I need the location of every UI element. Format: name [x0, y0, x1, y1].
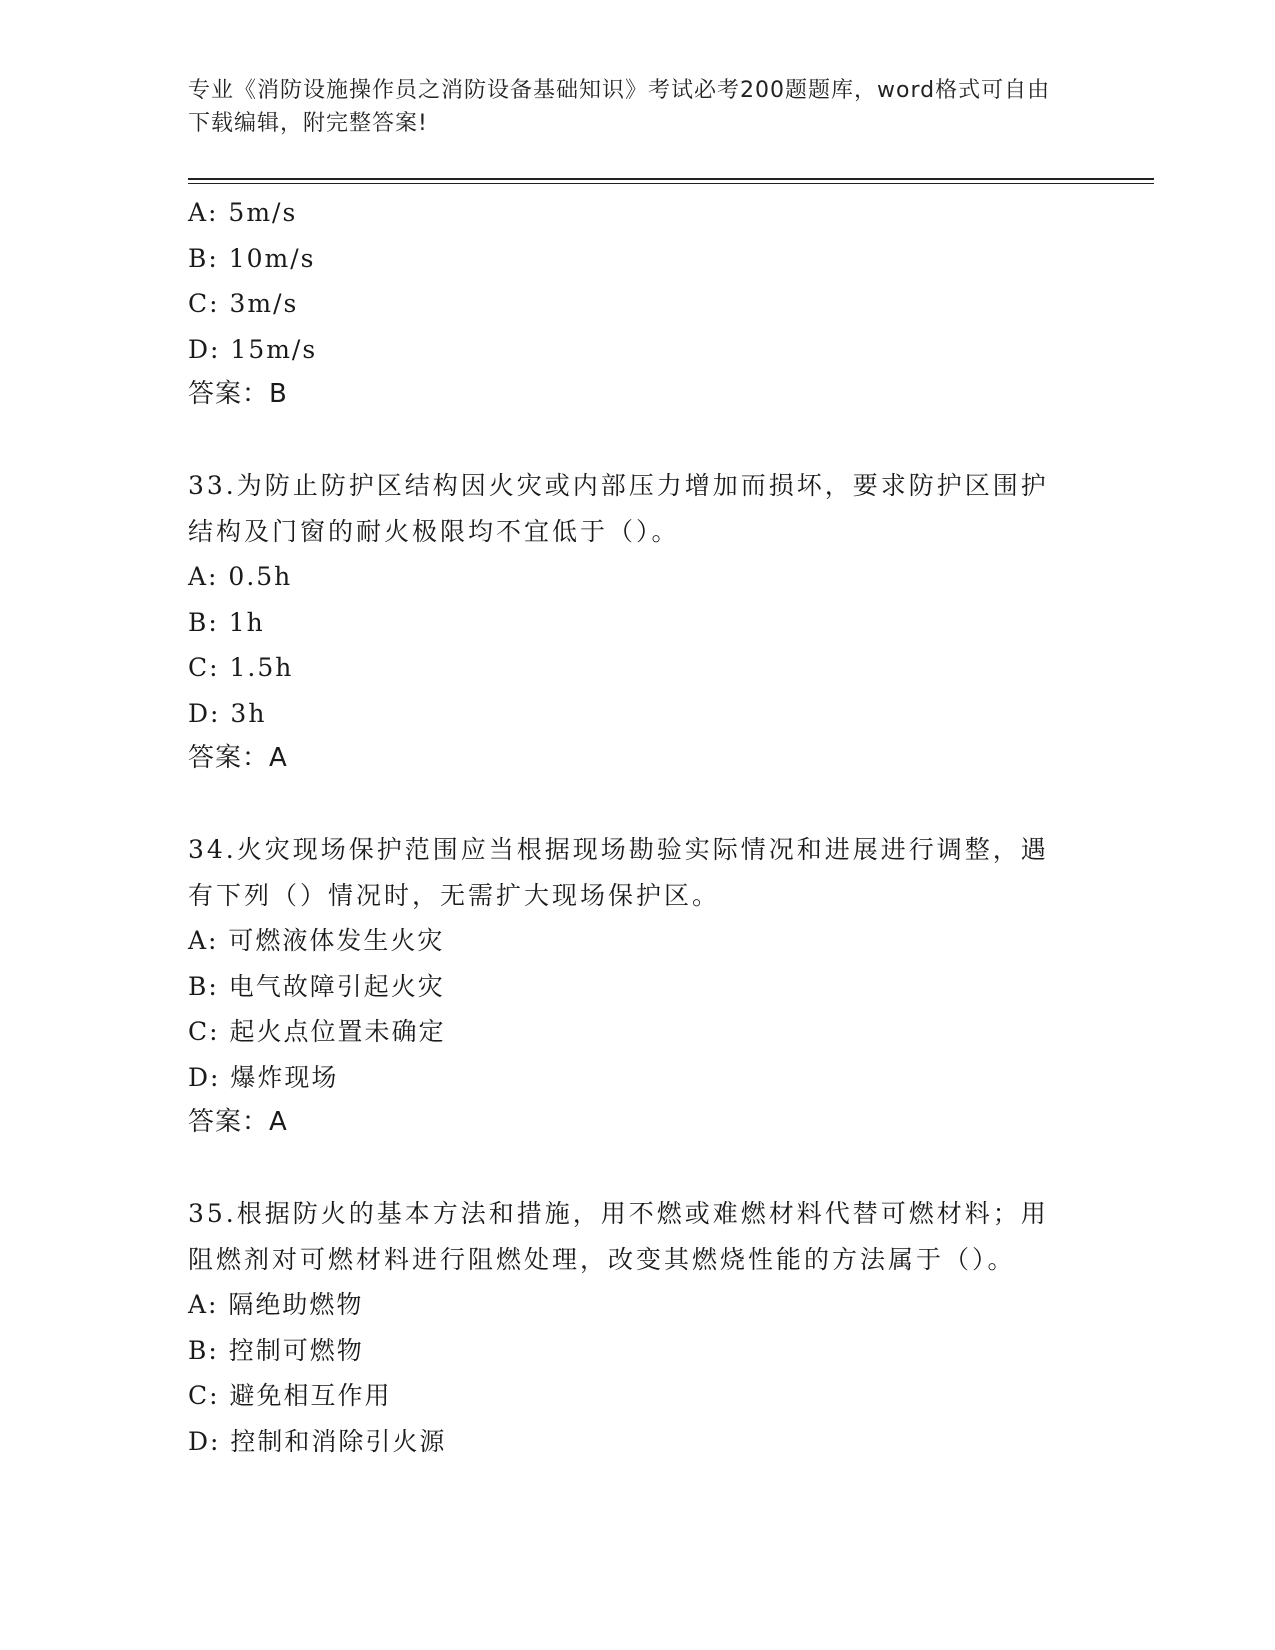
option-a: A: 可燃液体发生火灾 — [188, 926, 445, 955]
option-d: D: 3h — [188, 698, 267, 728]
question-34 — [188, 827, 1088, 1146]
document-body — [188, 190, 1088, 1464]
option-a: A: 隔绝助燃物 — [188, 1290, 364, 1319]
spacer — [188, 782, 1088, 828]
option-d: D: 15m/s — [188, 334, 318, 364]
spacer — [188, 1146, 1088, 1192]
answer-line: 答案：A — [188, 1107, 288, 1137]
answer-line: 答案：A — [188, 743, 288, 773]
page-header: 专业《消防设施操作员之消防设备基础知识》考试必考200题题库，word格式可自由下载编辑，附完整答案! — [188, 78, 1051, 136]
option-a: A: 5m/s — [188, 198, 298, 227]
question-text: 35.根据防火的基本方法和措施，用不燃或难燃材料代替可燃材料；用阻燃剂对可燃材料进行阻燃处理，改变其燃烧性能的方法属于（）。 — [188, 1199, 1049, 1274]
option-c: C: 3m/s — [188, 289, 299, 318]
option-d: D: 控制和消除引火源 — [188, 1426, 447, 1456]
header-divider-thin — [188, 183, 1154, 184]
question-33 — [188, 463, 1088, 782]
question-text: 33.为防止防护区结构因火灾或内部压力增加而损坏，要求防护区围护结构及门窗的耐火极限均不宜低于（）。 — [188, 471, 1049, 546]
option-b: B: 控制可燃物 — [188, 1335, 364, 1365]
option-b: B: 1h — [188, 607, 265, 637]
question-32-continued — [188, 190, 1088, 418]
question-35 — [188, 1191, 1088, 1464]
question-text: 34.火灾现场保护范围应当根据现场勘验实际情况和进展进行调整，遇有下列（）情况时，无需扩大现场保护区。 — [188, 835, 1049, 910]
option-c: C: 起火点位置未确定 — [188, 1017, 446, 1046]
option-c: C: 1.5h — [188, 653, 294, 682]
option-c: C: 避免相互作用 — [188, 1381, 392, 1410]
option-a: A: 0.5h — [188, 562, 293, 591]
option-b: B: 电气故障引起火灾 — [188, 971, 445, 1001]
option-b: B: 10m/s — [188, 243, 316, 273]
answer-line: 答案：B — [188, 379, 288, 409]
header-divider-thick — [188, 178, 1154, 180]
option-d: D: 爆炸现场 — [188, 1062, 339, 1092]
spacer — [188, 418, 1088, 464]
